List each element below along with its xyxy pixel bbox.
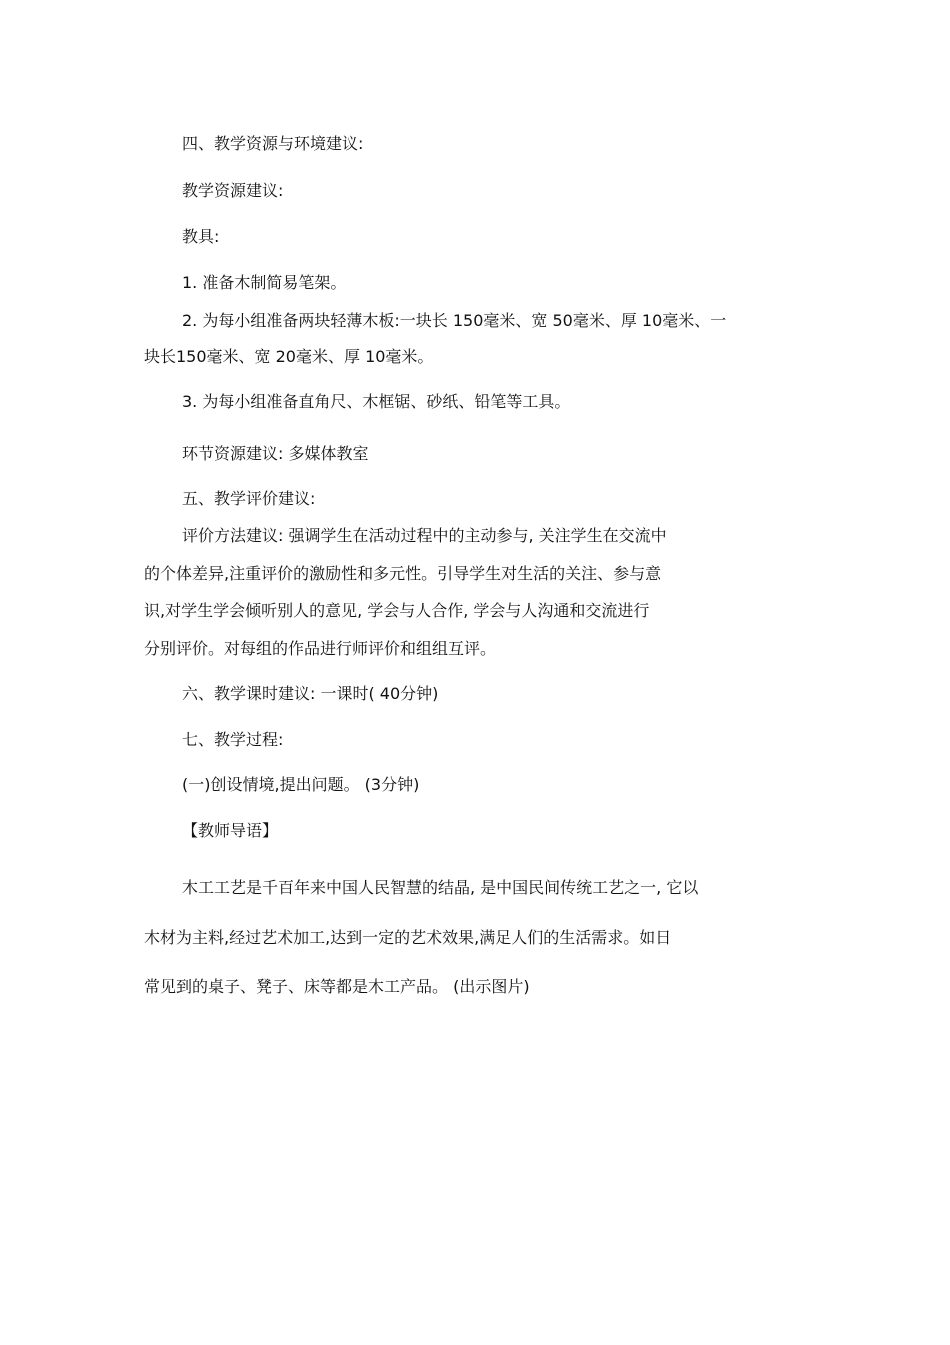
guide-paragraph-line-3: 常见到的桌子、凳子、床等都是木工产品。 (出示图片) xyxy=(144,977,530,996)
teaching-resource-label: 教学资源建议: xyxy=(182,181,284,200)
evaluation-line-2: 的个体差异,注重评价的激励性和多元性。引导学生对生活的关注、参与意 xyxy=(144,564,662,583)
teacher-guide-label: 【教师导语】 xyxy=(182,821,279,840)
section-7-heading: 七、教学过程: xyxy=(182,730,284,749)
process-step-1: (一)创设情境,提出问题。 (3分钟) xyxy=(182,775,420,794)
section-4-heading: 四、教学资源与环境建议: xyxy=(182,134,364,153)
guide-paragraph-line-1: 木工工艺是千百年来中国人民智慧的结晶, 是中国民间传统工艺之一, 它以 xyxy=(182,878,699,897)
section-6-heading: 六、教学课时建议: 一课时( 40分钟) xyxy=(182,684,439,703)
evaluation-line-1: 评价方法建议: 强调学生在活动过程中的主动参与, 关注学生在交流中 xyxy=(182,526,667,545)
section-5-heading: 五、教学评价建议: xyxy=(182,489,316,508)
environment-resource: 环节资源建议: 多媒体教室 xyxy=(182,444,369,463)
guide-paragraph-line-2: 木材为主料,经过艺术加工,达到一定的艺术效果,满足人们的生活需求。如日 xyxy=(144,928,672,947)
tools-item-1: 1. 准备木制简易笔架。 xyxy=(182,273,347,292)
evaluation-line-3: 识,对学生学会倾听别人的意见, 学会与人合作, 学会与人沟通和交流进行 xyxy=(144,601,650,620)
tools-item-3: 3. 为每小组准备直角尺、木框锯、砂纸、铅笔等工具。 xyxy=(182,392,571,411)
tools-item-2-line-2: 块长150毫米、宽 20毫米、厚 10毫米。 xyxy=(144,347,434,366)
tools-item-2-line-1: 2. 为每小组准备两块轻薄木板:一块长 150毫米、宽 50毫米、厚 10毫米、一 xyxy=(182,311,727,330)
evaluation-line-4: 分别评价。对每组的作品进行师评价和组组互评。 xyxy=(144,639,497,658)
teaching-tools-label: 教具: xyxy=(182,227,220,246)
